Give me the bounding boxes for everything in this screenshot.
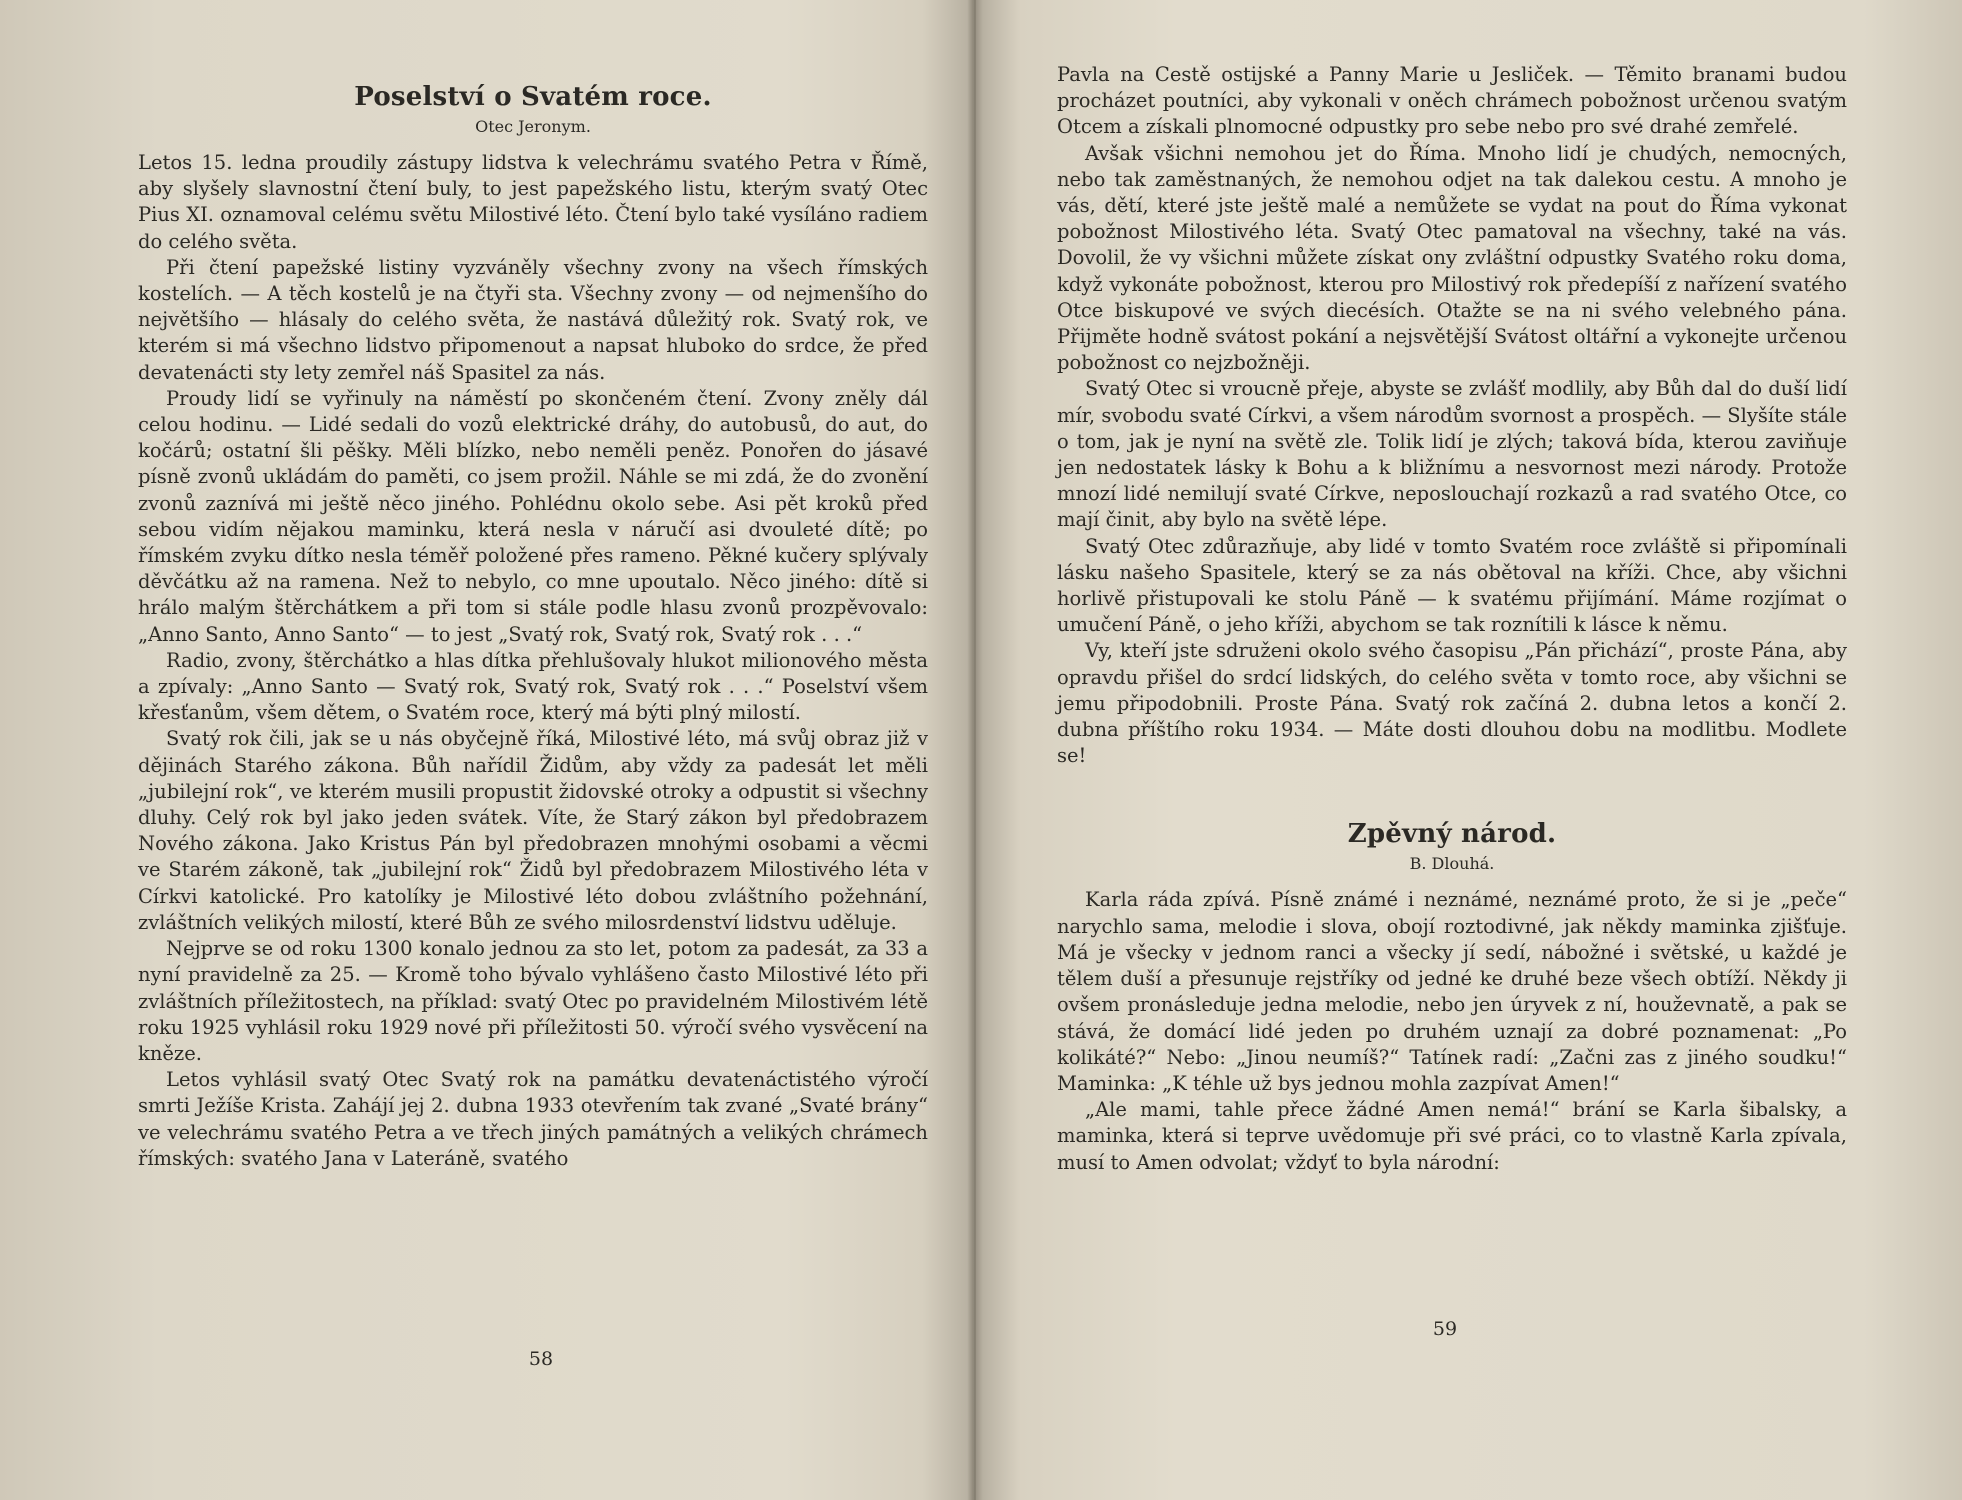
- gutter-fold: [974, 0, 976, 1500]
- paragraph: Svatý rok čili, jak se u nás obyčejně říká, Milostivé léto, má svůj obraz již v dějinách Starého zákona. Bůh nařídil Židům, aby vždy za padesát let měli „jubilejní rok“, ve kterém musili propustit židovské otroky a odpustit si všechny dluhy. Celý rok byl jako jeden svátek. Víte, že Starý zákon byl předobrazem Nového zákona. Jako Kristus Pán byl předobrazen mnohými osobami a věcmi ve Starém zákoně, tak „jubilejní rok“ Židů byl předobrazem Milostivého léta v Církvi katolické. Pro katolíky je Milostivé léto dobou zvláštního požehnání, zvláštních velikých milostí, které Bůh ze svého milosrdenství lidstvu uděluje.: [138, 727, 928, 934]
- paragraph: „Ale mami, tahle přece žádné Amen nemá!“ brání se Karla šibalsky, a maminka, která si teprve uvědomuje při své práci, co to vlastně Karla zpívala, musí to Amen odvolat; vždyť to byla národní:: [1057, 1098, 1847, 1174]
- paragraph: Nejprve se od roku 1300 konalo jednou za sto let, potom za padesát, za 33 a nyní pravidelně za 25. — Kromě toho bývalo vyhlášeno často Milostivé léto při zvláštních příležitostech, na příklad: svatý Otec po pravidelném Milostivém létě roku 1925 vyhlásil roku 1929 nové při příležitosti 50. výročí svého vysvěcení na kněze.: [138, 937, 928, 1065]
- left-text-column: [138, 80, 928, 1172]
- paragraph: Proudy lidí se vyřinuly na náměstí po skončeném čtení. Zvony zněly dál celou hodinu. — Lidé sedali do vozů elektrické dráhy, do autobusů, do aut, do kočárů; ostatní šli pěšky. Měli blízko, nebo neměli peněz. Ponořen do jásavé písně zvonů ukládám do paměti, co jsem prožil. Náhle se mi zdá, že do zvonění zvonů zaznívá mi ještě něco jiného. Pohlédnu okolo sebe. Asi pět kroků před sebou vidím nějakou maminku, která nesla v náručí asi dvouleté dítě; po římském zvyku dítko nesla téměř položené přes rameno. Pěkné kučery splývaly děvčátku až na ramena. Než to nebylo, co mne upoutalo. Něco jiného: dítě si hrálo malým štěrchátkem a při tom si stále podle hlasu zvonů prozpěvovalo: „Anno Santo, Anno Santo“ — to jest „Svatý rok, Svatý rok, Svatý rok . . .“: [138, 386, 928, 646]
- left-page: [0, 0, 975, 1500]
- paragraph: Radio, zvony, štěrchátko a hlas dítka přehlušovaly hlukot milionového města a zpívaly: „Anno Santo — Svatý rok, Svatý rok, Svatý rok . . .“ Poselství všem křesťanům, všem dětem, o Svatém roce, který má býti plný milostí.: [138, 648, 928, 725]
- page-number-left: 58: [528, 1348, 554, 1370]
- paragraph: Avšak všichni nemohou jet do Říma. Mnoho lidí je chudých, nemocných, nebo tak zaměstnaných, že nemohou odjet na tak dalekou cestu. A mnoho je vás, dětí, které jste ještě malé a nemůžete se vydat na pout do Říma vykonat pobožnost Milostivého léta. Svatý Otec pamatoval na všechny, také na vás. Dovolil, že vy všichni můžete získat ony zvláštní odpustky Svatého roku doma, když vykonáte pobožnost, kterou pro Milostivý rok předepíší z nařízení svatého Otce biskupové ve svých diecésích. Otažte se na ni svého velebného pána. Přijměte hodně svátost pokání a nejsvětější Svátost oltářní a vykonejte určenou pobožnost co nejzbožněji.: [1057, 141, 1847, 375]
- right-page: [985, 0, 1962, 1500]
- paragraph: Při čtení papežské listiny vyzváněly všechny zvony na všech římských kostelích. — A těch kostelů je na čtyři sta. Všechny zvony — od nejmenšího do největšího — hlásaly do celého světa, že nastává důležitý rok. Svatý rok, ve kterém si má všechno lidstvo připomenout a napsat hluboko do srdce, že před devatenácti sty lety zemřel náš Spasitel za nás.: [138, 255, 928, 384]
- second-article-title: Zpěvný národ.: [1347, 819, 1557, 850]
- paragraph: Svatý Otec si vroucně přeje, abyste se zvlášť modlily, aby Bůh dal do duší lidí mír, svobodu svaté Církvi, a všem národům svornost a prospěch. — Slyšíte stále o tom, jak je nyní na světě zle. Tolik lidí je zlých; taková bída, kterou zaviňuje jen nedostatek lásky k Bohu a k bližnímu a nesvornost mezi národy. Protože mnozí lidé nemilují svaté Církve, neposlouchají rozkazů a rad svatého Otce, co mají činit, aby bylo na světě lépe.: [1057, 377, 1847, 532]
- page-number-right: 59: [1432, 1318, 1458, 1340]
- paragraph: Letos vyhlásil svatý Otec Svatý rok na památku devatenáctistého výročí smrti Ježíše Krista. Zahájí jej 2. dubna 1933 otevřením tak zvané „Svaté brány“ ve velechrámu svatého Petra a ve třech jiných památných a velikých chrámech římských: svatého Jana v Lateráně, svatého: [138, 1068, 928, 1170]
- paragraph: Svatý Otec zdůrazňuje, aby lidé v tomto Svatém roce zvláště si připomínali lásku našeho Spasitele, který se za nás obětoval na kříži. Chce, aby všichni horlivě přistupovali ke stolu Páně — k svatému přijímání. Máme rozjímat o umučení Páně, o jeho kříži, abychom se tak roznítili k lásce k němu.: [1057, 534, 1847, 637]
- paragraph: Pavla na Cestě ostijské a Panny Marie u Jesliček. — Těmito branami budou procházet poutníci, aby vykonali v oněch chrámech pobožnost určenou svatým Otcem a získali plnomocné odpustky pro sebe nebo pro své drahé zemřelé.: [1057, 63, 1847, 139]
- article-author: Otec Jeronym.: [475, 117, 591, 136]
- paragraph: Karla ráda zpívá. Písně známé i neznámé, neznámé proto, že si je „peče“ narychlo sama, melodie i slova, obojí roztodivné, jak někdy maminka zjišťuje. Má je všecky v jednom ranci a všecky jí sedí, nábožné i světské, u každé je tělem duší a přesunuje rejstříky od jedné ke druhé beze všech obtíží. Někdy ji ovšem pronásleduje jedna melodie, nebo jen úryvek z ní, houževnatě, a pak se stává, že domácí lidé jeden po druhém uznají za dobré poznamenat: „Po kolikáté?“ Nebo: „Jinou neumíš?“ Tatínek radí: „Začni zas z jiného soudku!“ Maminka: „K téhle už bys jednou mohla zazpívat Amen!“: [1057, 888, 1847, 1095]
- right-text-column: [1057, 62, 1847, 1176]
- second-article-author: B. Dlouhá.: [1409, 854, 1495, 874]
- paragraph: Vy, kteří jste sdruženi okolo svého časopisu „Pán přichází“, proste Pána, aby opravdu přišel do srdcí lidských, do celého světa v tomto roce, aby všichni se jemu připodobnili. Proste Pána. Svatý rok začíná 2. dubna letos a končí 2. dubna příštího roku 1934. — Máte dosti dlouhou dobu na modlitbu. Modlete se!: [1057, 639, 1847, 768]
- article-title: Poselství o Svatém roce.: [354, 82, 712, 112]
- paragraph: Letos 15. ledna proudily zástupy lidstva k velechrámu svatého Petra v Římě, aby slyšely slavnostní čtení buly, to jest papežského listu, kterým svatý Otec Pius XI. oznamoval celému světu Milostivé léto. Čtení bylo také vysíláno radiem do celého světa.: [138, 151, 928, 253]
